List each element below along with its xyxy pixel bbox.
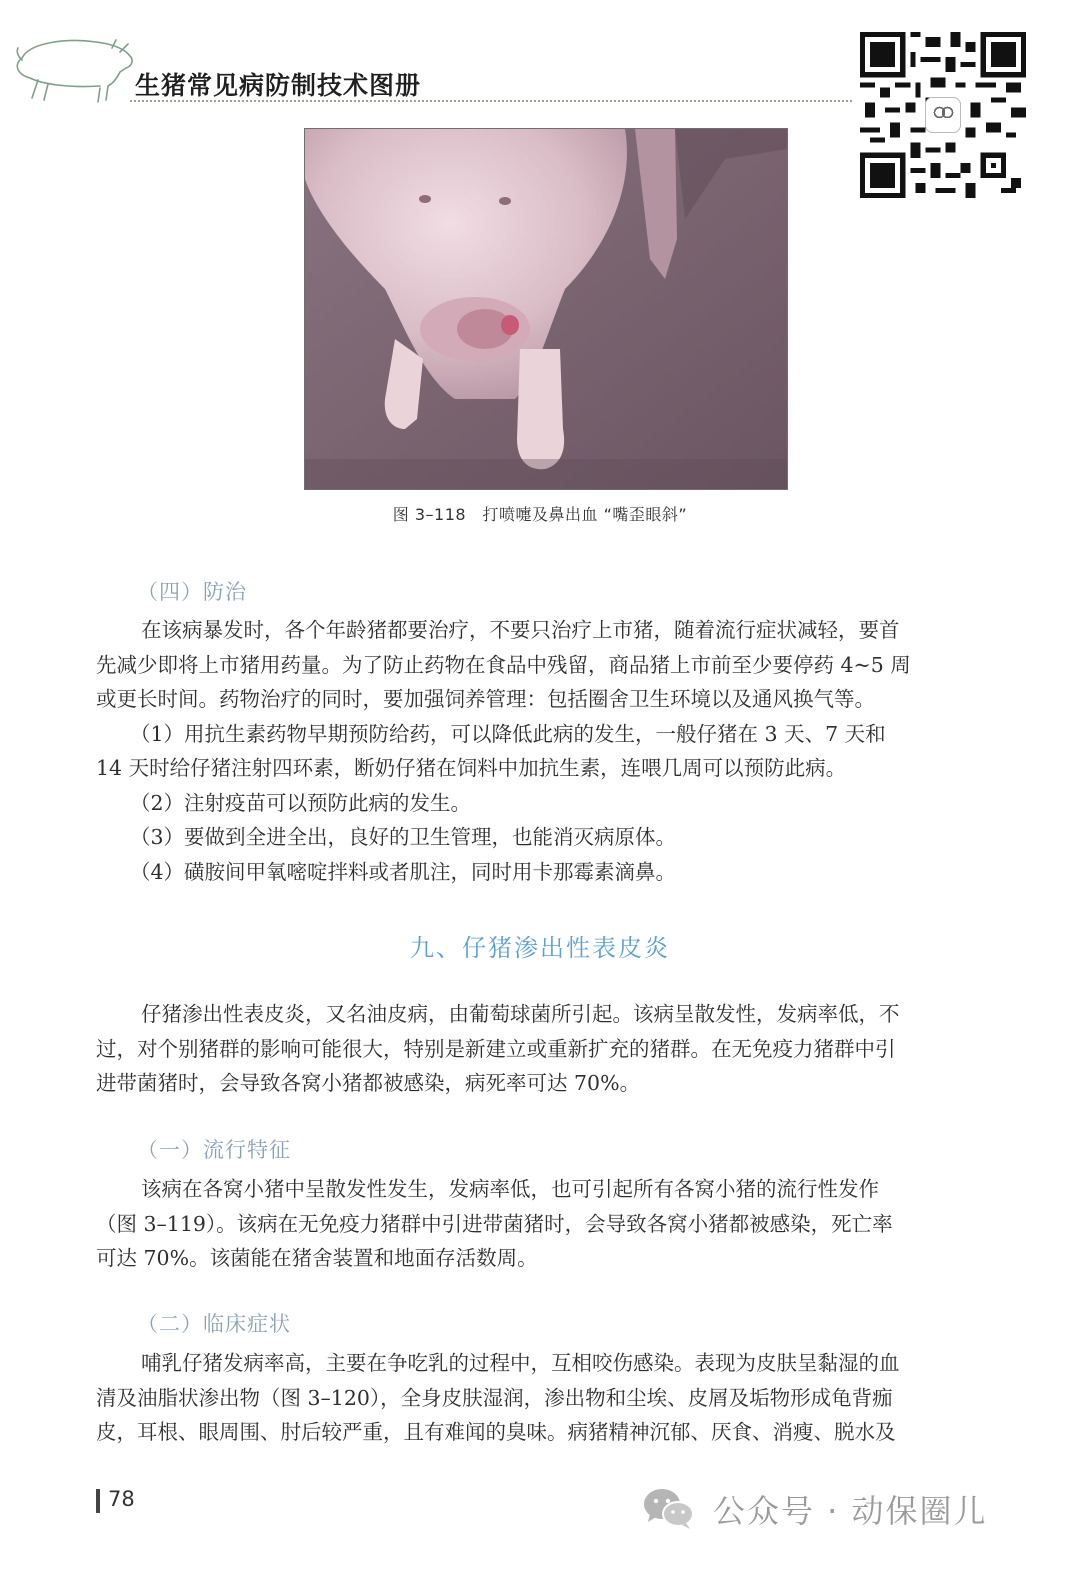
text-line: 先减少即将上市猪用药量。为了防止药物在食品中残留，商品猪上市前至少要停药 4~5 周 — [96, 652, 911, 677]
text-line: 14 天时给仔猪注射四环素，断奶仔猪在饲料中加抗生素，连喂几周可以预防此病。 — [96, 756, 847, 780]
subheading-clinical: （二）临床症状 — [137, 1312, 291, 1336]
list-item-3: （3）要做到全进全出，良好的卫生管理，也能消灭病原体。 — [130, 825, 677, 849]
text-line: 进带菌猪时，会导致各窝小猪都被感染，病死率可达 70%。 — [96, 1071, 641, 1095]
text-line: 在该病暴发时，各个年龄猪都要治疗，不要只治疗上市猪，随着流行症状减轻，要首 — [141, 618, 900, 642]
subheading-prevention: （四）防治 — [137, 580, 247, 604]
qr-code-icon — [860, 32, 1026, 198]
pig-photo — [304, 128, 788, 490]
paragraph-chapter-intro — [96, 997, 996, 1101]
paragraph-clinical — [96, 1346, 996, 1450]
pig-logo-icon — [8, 28, 138, 108]
paragraph-prevention-intro — [96, 613, 996, 889]
page-number: 78 — [108, 1487, 135, 1511]
text-line: 清及油脂状渗出物（图 3–120），全身皮肤湿润，渗出物和尘埃、皮屑及垢物形成龟背痂 — [96, 1385, 893, 1410]
list-item-1: （1）用抗生素药物早期预防给药，可以降低此病的发生，一般仔猪在 3 天、7 天和 — [130, 721, 886, 746]
chapter-title: 九、仔猪渗出性表皮炎 — [410, 934, 670, 962]
text-line: 可达 70%。该菌能在猪舍装置和地面存活数周。 — [96, 1246, 538, 1270]
text-line: 该病在各窝小猪中呈散发性发生，发病率低，也可引起所有各窝小猪的流行性发作 — [141, 1177, 879, 1201]
text-line: 或更长时间。药物治疗的同时，要加强饲养管理：包括圈舍卫生环境以及通风换气等。 — [96, 687, 875, 711]
page-number-bar — [96, 1489, 100, 1513]
running-title: 生猪常见病防制技术图册 — [135, 71, 422, 100]
paragraph-epidemic — [96, 1172, 996, 1276]
header-divider — [130, 100, 852, 102]
text-line: 皮，耳根、眼周围、肘后较严重，且有难闻的臭味。病猪精神沉郁、厌食、消瘦、脱水及 — [96, 1420, 896, 1444]
text-line: 哺乳仔猪发病率高，主要在争吃乳的过程中，互相咬伤感染。表现为皮肤呈黏湿的血 — [141, 1351, 900, 1375]
text-line: 仔猪渗出性表皮炎，又名油皮病，由葡萄球菌所引起。该病呈散发性，发病率低，不 — [141, 1002, 900, 1026]
watermark-text: 公众号 · 动保圈儿 — [713, 1492, 988, 1530]
figure-caption: 图 3–118 打喷嚏及鼻出血 “嘴歪眼斜” — [392, 505, 688, 524]
text-line: 过，对个别猪群的影响可能很大，特别是新建立或重新扩充的猪群。在无免疫力猪群中引 — [96, 1036, 896, 1061]
text-line: （图 3–119）。该病在无免疫力猪群中引进带菌猪时，会导致各窝小猪都被感染，死亡率 — [96, 1211, 893, 1236]
wechat-icon — [640, 1484, 698, 1534]
list-item-4: （4）磺胺间甲氧嘧啶拌料或者肌注，同时用卡那霉素滴鼻。 — [130, 859, 677, 884]
subheading-epidemic: （一）流行特征 — [137, 1138, 291, 1162]
list-item-2: （2）注射疫苗可以预防此病的发生。 — [130, 790, 472, 815]
